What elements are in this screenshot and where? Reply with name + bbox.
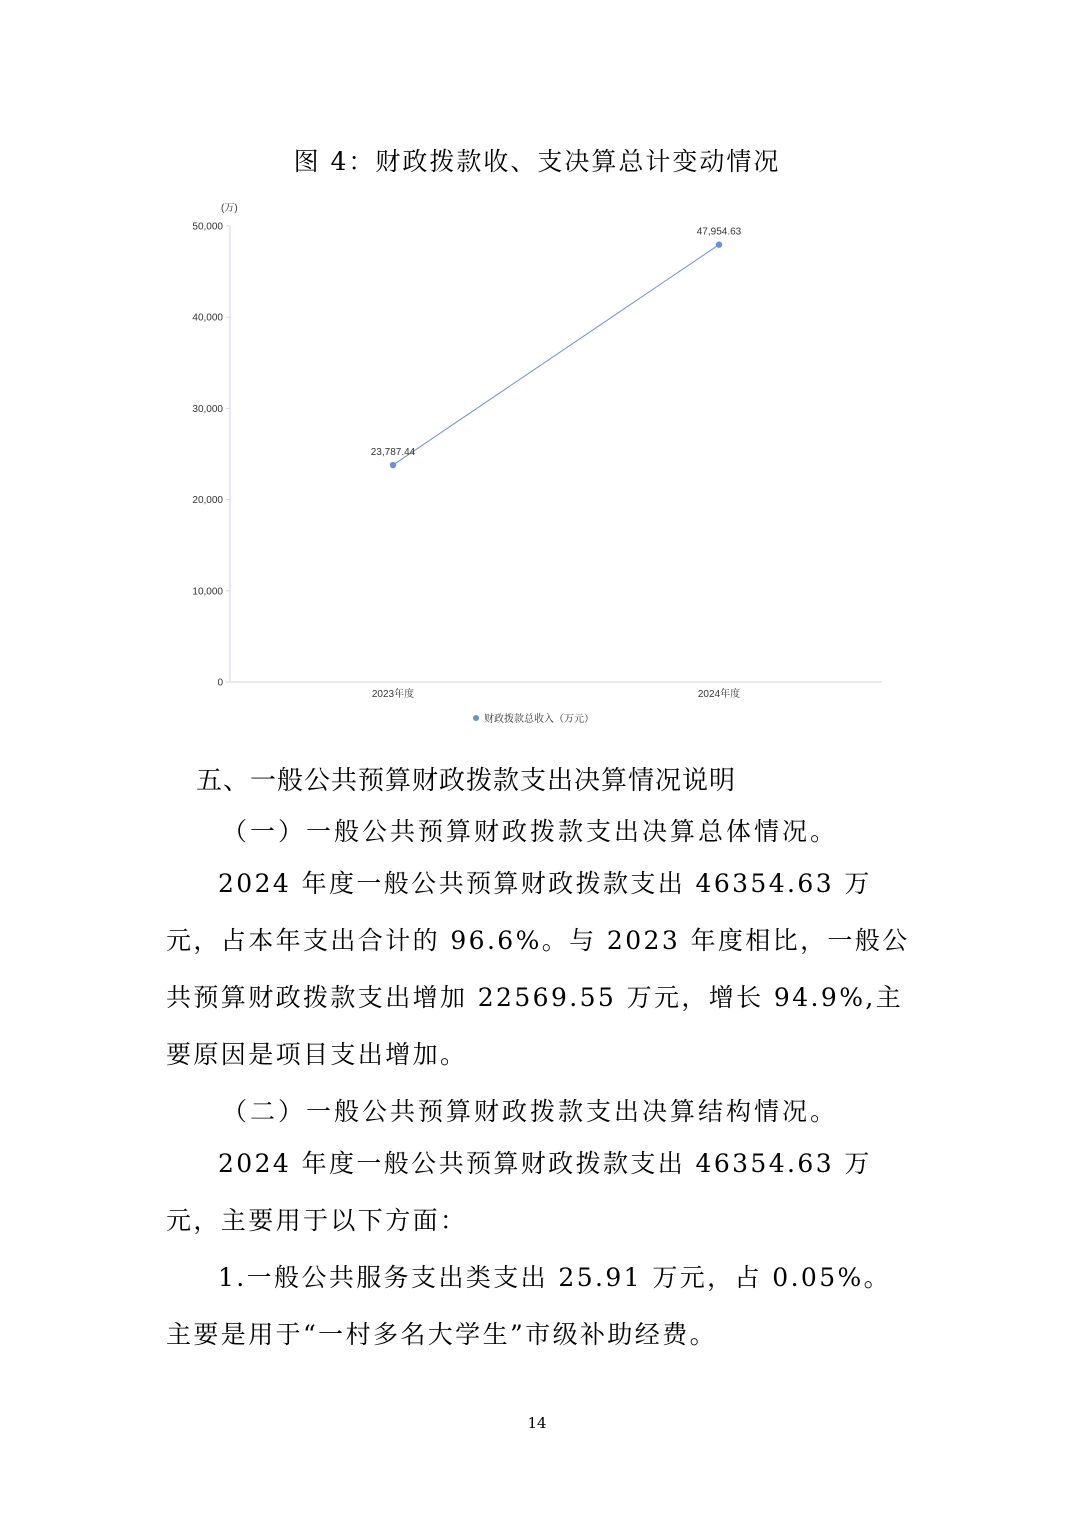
y-axis [192, 222, 230, 689]
y-tick-label: 30,000 [192, 403, 223, 415]
subsection-heading-1: （一）一般公共预算财政拨款支出决算总体情况。 [222, 817, 839, 846]
data-label: 23,787.44 [370, 447, 416, 459]
x-tick-label: 2024年度 [697, 689, 741, 700]
series-revenue [371, 227, 742, 469]
y-tick-label: 0 [217, 677, 223, 689]
legend-marker [473, 715, 479, 721]
x-axis [372, 687, 740, 700]
data-point [716, 241, 722, 247]
data-label: 47,954.63 [696, 226, 742, 238]
series-line [393, 245, 719, 465]
figure-title: 图 4：财政拨款收、支决算总计变动情况 [293, 147, 781, 176]
paragraph-3: 1.一般公共服务支出类支出 25.91 万元，占 0.05%。主要是用于“一村多名大学生”市级补助经费。 [166, 1263, 892, 1349]
data-point [390, 462, 396, 468]
legend [473, 712, 594, 725]
paragraph-2: 2024 年度一般公共预算财政拨款支出 46354.63 万元，主要用于以下方面： [166, 1149, 872, 1235]
y-tick-label: 20,000 [192, 495, 223, 507]
paragraph-1: 2024 年度一般公共预算财政拨款支出 46354.63 万元，占本年支出合计的 96.6%。与 2023 年度相比，一般公共预算财政拨款支出增加 22569.55 万元，增长 94.9%,主要原因是项目支出增加。 [166, 869, 910, 1069]
y-tick-label: 40,000 [192, 312, 223, 324]
section-heading: 五、一般公共预算财政拨款支出决算情况说明 [196, 766, 737, 796]
y-unit-label: (万) [221, 203, 238, 214]
y-tick-label: 50,000 [192, 221, 223, 233]
legend-label: 财政拨款总收入（万元） [484, 714, 594, 725]
line-chart [0, 0, 1074, 740]
page-number: 14 [527, 1414, 547, 1432]
y-tick-label: 10,000 [192, 586, 223, 598]
x-tick-label: 2023年度 [371, 689, 415, 700]
subsection-heading-2: （二）一般公共预算财政拨款支出决算结构情况。 [222, 1097, 839, 1126]
